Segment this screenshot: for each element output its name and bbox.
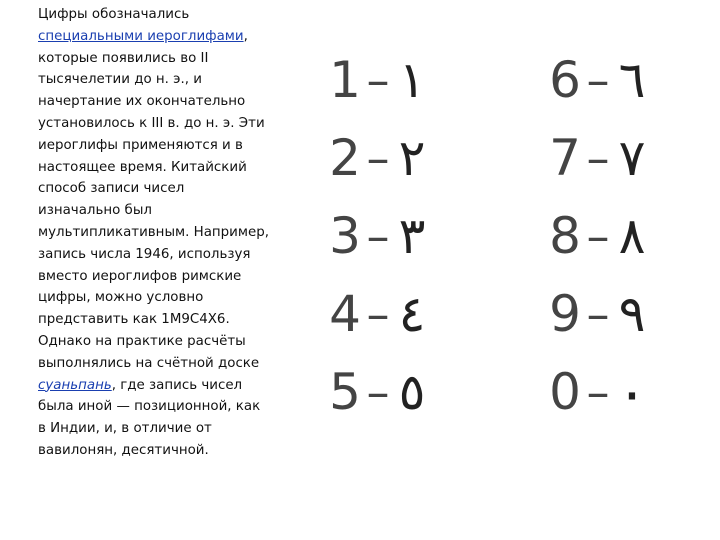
numeral-row-4 <box>326 282 432 346</box>
numeral-row-5 <box>326 360 432 424</box>
western-digit: 8 <box>549 207 581 265</box>
arabic-digit: ٢ <box>398 129 426 187</box>
suanpan-link[interactable]: суаньпань <box>38 377 112 393</box>
numeral-row-6 <box>546 48 652 112</box>
arabic-digit: ٦ <box>618 51 646 109</box>
numeral-row-7 <box>546 126 652 190</box>
numeral-dash: – <box>366 287 390 341</box>
numeral-dash: – <box>366 365 390 419</box>
numeral-row-3 <box>326 204 432 268</box>
numeral-dash: – <box>366 53 390 107</box>
arabic-digit: ٧ <box>618 129 646 187</box>
arabic-digit: ١ <box>398 51 426 109</box>
numeral-dash: – <box>586 131 610 185</box>
paragraph-text-3: , где запись чисел была иной — позиционной, как в Индии, и, в отличие от вавилонян, десятичной. <box>38 377 261 458</box>
arabic-digit: ٨ <box>618 207 646 265</box>
numeral-dash: – <box>366 131 390 185</box>
numeral-row-8 <box>546 204 652 268</box>
western-digit: 2 <box>329 129 361 187</box>
numeral-row-2 <box>326 126 432 190</box>
hieroglyphs-link[interactable]: специальными иероглифами <box>38 28 244 44</box>
article-paragraph <box>38 4 270 462</box>
western-digit: 1 <box>329 51 361 109</box>
numeral-row-0 <box>546 360 652 424</box>
numeral-dash: – <box>586 365 610 419</box>
arabic-digit: ٩ <box>618 285 646 343</box>
numeral-row-1 <box>326 48 432 112</box>
western-digit: 7 <box>549 129 581 187</box>
arabic-digit: ٤ <box>398 285 426 343</box>
numeral-dash: – <box>586 53 610 107</box>
western-digit: 6 <box>549 51 581 109</box>
western-digit: 9 <box>549 285 581 343</box>
arabic-digit: ٣ <box>398 207 426 265</box>
paragraph-text-1: Цифры обозначались <box>38 7 190 22</box>
western-digit: 5 <box>329 363 361 421</box>
numeral-dash: – <box>586 287 610 341</box>
numeral-dash: – <box>586 209 610 263</box>
western-digit: 4 <box>329 285 361 343</box>
western-digit: 0 <box>549 363 581 421</box>
paragraph-text-2: , которые появились во II тысячелетии до н. э., и начертание их окончательно установилось к III в. до н. э. Эти иероглифы применяются и в настоящее время. Китайский способ записи чисел изначально был мультипликативным. Например, запись числа 1946, используя вместо иероглифов римские цифры, можно условно представить как 1М9С4Х6. Однако на практике расчёты выполнялись на счётной доске <box>38 28 269 371</box>
arabic-digit: ٠ <box>616 358 648 426</box>
numeral-comparison-image <box>326 48 656 438</box>
western-digit: 3 <box>329 207 361 265</box>
arabic-digit: ٥ <box>398 363 426 421</box>
numeral-row-9 <box>546 282 652 346</box>
numeral-dash: – <box>366 209 390 263</box>
